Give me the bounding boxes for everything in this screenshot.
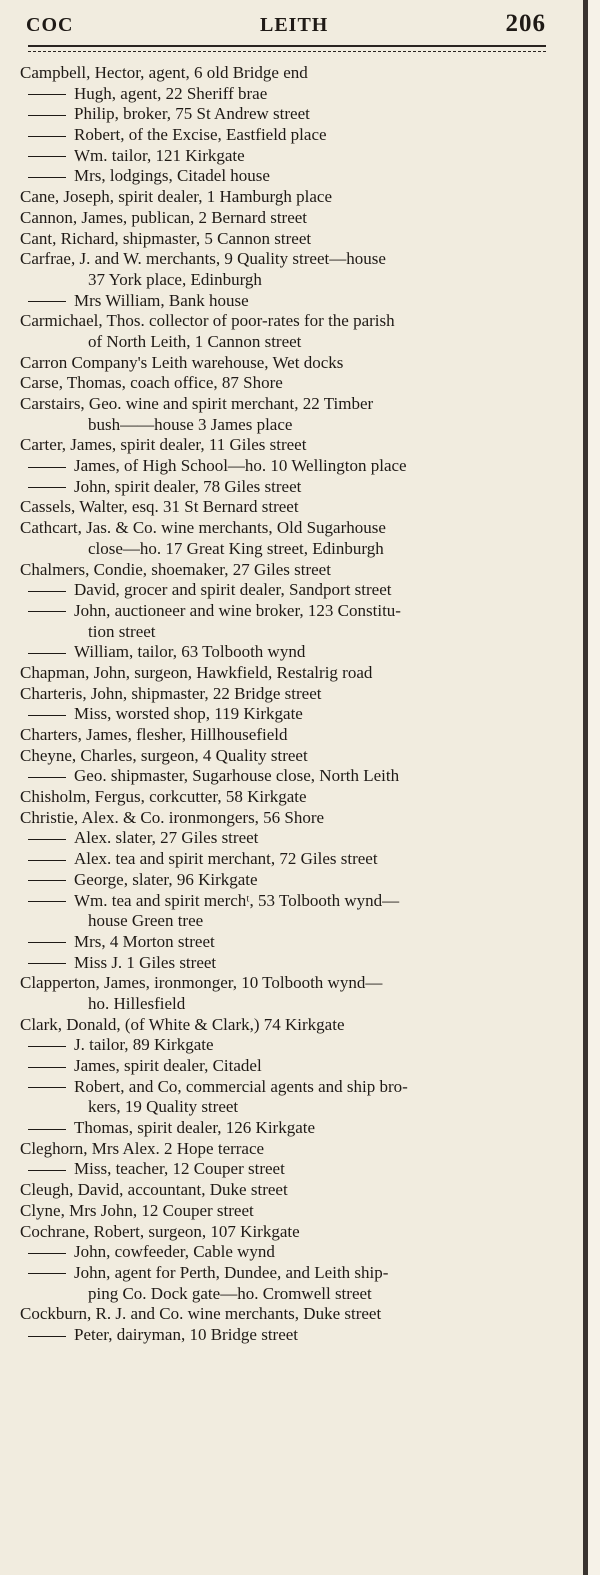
ditto-dash	[28, 839, 66, 840]
ditto-dash	[28, 1336, 66, 1337]
entry-text: Philip, broker, 75 St Andrew street	[74, 104, 310, 124]
ditto-dash	[28, 115, 66, 116]
entry-text: Cant, Richard, shipmaster, 5 Cannon street	[20, 228, 312, 248]
entry-text: Wm. tailor, 121 Kirkgate	[74, 145, 245, 165]
entry-text: Mrs, 4 Morton street	[74, 931, 215, 951]
directory-entry	[20, 1015, 548, 1036]
entry-text: Clyne, Mrs John, 12 Couper street	[20, 1200, 254, 1220]
ditto-dash	[28, 860, 66, 861]
directory-subentry	[20, 601, 548, 622]
entry-text: Chisholm, Fergus, corkcutter, 58 Kirkgate	[20, 787, 307, 807]
entry-text: 37 York place, Edinburgh	[88, 269, 262, 289]
directory-subentry	[20, 166, 548, 187]
directory-entry-continuation	[20, 270, 548, 291]
ditto-dash	[28, 880, 66, 881]
entry-text: Carter, James, spirit dealer, 11 Giles street	[20, 435, 307, 455]
entry-text: William, tailor, 63 Tolbooth wynd	[74, 642, 306, 662]
entry-text: house Green tree	[88, 911, 204, 931]
entry-text: Charters, James, flesher, Hillhousefield	[20, 725, 288, 744]
ditto-dash	[28, 1129, 66, 1130]
directory-subentry	[20, 953, 548, 974]
directory-entry	[20, 1304, 548, 1325]
directory-subentry	[20, 1056, 548, 1077]
entry-text: Cathcart, Jas. & Co. wine merchants, Old Sugarhouse	[20, 518, 386, 538]
directory-entry	[20, 684, 548, 705]
directory-entry-continuation	[20, 911, 548, 932]
directory-entry	[20, 973, 548, 994]
directory-entry	[20, 497, 548, 518]
directory-entry	[20, 746, 548, 767]
entry-text: George, slater, 96 Kirkgate	[74, 869, 258, 889]
ditto-dash	[28, 942, 66, 943]
directory-entry	[20, 208, 548, 229]
entry-text: Chalmers, Condie, shoemaker, 27 Giles street	[20, 559, 331, 579]
entry-text: Alex. tea and spirit merchant, 72 Giles street	[74, 849, 378, 869]
entry-text: Christie, Alex. & Co. ironmongers, 56 Shore	[20, 807, 325, 827]
directory-subentry	[20, 766, 548, 787]
ditto-dash	[28, 136, 66, 137]
directory-subentry	[20, 146, 548, 167]
ditto-dash	[28, 653, 66, 654]
entry-text: Carse, Thomas, coach office, 87 Shore	[20, 373, 283, 393]
entry-text: Miss J. 1 Giles street	[74, 952, 217, 972]
directory-entry	[20, 1201, 548, 1222]
entry-text: J. tailor, 89 Kirkgate	[74, 1035, 214, 1055]
entry-text: Thomas, spirit dealer, 126 Kirkgate	[74, 1118, 316, 1138]
ditto-dash	[28, 156, 66, 157]
entry-text: John, spirit dealer, 78 Giles street	[74, 476, 302, 496]
entry-text: ho. Hillesfield	[88, 993, 186, 1013]
directory-entry	[20, 560, 548, 581]
directory-subentry	[20, 932, 548, 953]
directory-entry	[20, 229, 548, 250]
entry-text: Wm. tea and spirit merchᵗ, 53 Tolbooth wynd—	[74, 890, 400, 910]
ditto-dash	[28, 1046, 66, 1047]
entry-text: Miss, worsted shop, 119 Kirkgate	[74, 704, 303, 724]
ditto-dash	[28, 963, 66, 964]
directory-entry	[20, 725, 548, 746]
ditto-dash	[28, 1067, 66, 1068]
directory-subentry	[20, 704, 548, 725]
entry-text: Carron Company's Leith warehouse, Wet docks	[20, 352, 344, 372]
ditto-dash	[28, 901, 66, 902]
entry-text: John, auctioneer and wine broker, 123 Constitu-	[74, 600, 401, 620]
entry-text: John, agent for Perth, Dundee, and Leith ship-	[74, 1262, 389, 1282]
directory-entry-continuation	[20, 332, 548, 353]
ditto-dash	[28, 1087, 66, 1088]
directory-subentry	[20, 849, 548, 870]
directory-subentry	[20, 125, 548, 146]
page-header	[26, 8, 546, 38]
directory-entry-continuation	[20, 1097, 548, 1118]
directory-subentry	[20, 870, 548, 891]
directory-entry	[20, 808, 548, 829]
entry-text: Chapman, John, surgeon, Hawkfield, Restalrig road	[20, 662, 373, 682]
entry-text: of North Leith, 1 Cannon street	[88, 331, 302, 351]
entry-text: Cassels, Walter, esq. 31 St Bernard street	[20, 497, 299, 517]
entry-text: Cochrane, Robert, surgeon, 107 Kirkgate	[20, 1221, 300, 1241]
directory-entry	[20, 663, 548, 684]
entry-text: Mrs, lodgings, Citadel house	[74, 166, 270, 186]
entry-text: Alex. slater, 27 Giles street	[74, 828, 259, 848]
directory-subentry	[20, 456, 548, 477]
directory-subentry	[20, 477, 548, 498]
entry-text: Cannon, James, publican, 2 Bernard street	[20, 207, 308, 227]
directory-subentry	[20, 84, 548, 105]
directory-entry	[20, 787, 548, 808]
entry-text: Hugh, agent, 22 Sheriff brae	[74, 83, 268, 103]
directory-subentry	[20, 1159, 548, 1180]
directory-entry	[20, 373, 548, 394]
directory-subentry	[20, 1077, 548, 1098]
entry-text: James, spirit dealer, Citadel	[74, 1056, 262, 1075]
entry-text: Carstairs, Geo. wine and spirit merchant, 22 Timber	[20, 394, 374, 413]
entry-text: Mrs William, Bank house	[74, 290, 249, 310]
header-rule	[28, 45, 546, 52]
directory-subentry	[20, 891, 548, 912]
directory-subentry	[20, 1263, 548, 1284]
directory-subentry	[20, 1118, 548, 1139]
entry-text: kers, 19 Quality street	[88, 1097, 239, 1117]
ditto-dash	[28, 467, 66, 468]
directory-entry-continuation	[20, 1284, 548, 1305]
entry-text: bush——house 3 James place	[88, 414, 293, 434]
entry-text: Geo. shipmaster, Sugarhouse close, North Leith	[74, 766, 400, 786]
directory-entry	[20, 1222, 548, 1243]
directory-entry	[20, 353, 548, 374]
entry-text: Clark, Donald, (of White & Clark,) 74 Kirkgate	[20, 1014, 345, 1034]
directory-entry	[20, 394, 548, 415]
directory-entry	[20, 1139, 548, 1160]
directory-entry-continuation	[20, 415, 548, 436]
directory-entry	[20, 249, 548, 270]
ditto-dash	[28, 94, 66, 95]
entry-text: Robert, and Co, commercial agents and ship bro-	[74, 1076, 408, 1096]
ditto-dash	[28, 301, 66, 302]
header-catchword: COC	[26, 14, 74, 36]
directory-entries	[20, 63, 548, 1346]
directory-subentry	[20, 291, 548, 312]
directory-entry	[20, 63, 548, 84]
entry-text: Cane, Joseph, spirit dealer, 1 Hamburgh place	[20, 187, 333, 207]
entry-text: tion street	[88, 621, 156, 641]
header-title: LEITH	[260, 14, 329, 36]
entry-text: Robert, of the Excise, Eastfield place	[74, 125, 327, 145]
ditto-dash	[28, 591, 66, 592]
directory-subentry	[20, 642, 548, 663]
entry-text: close—ho. 17 Great King street, Edinburgh	[88, 538, 384, 558]
ditto-dash	[28, 715, 66, 716]
ditto-dash	[28, 1273, 66, 1274]
directory-entry	[20, 518, 548, 539]
entry-text: James, of High School—ho. 10 Wellington place	[74, 456, 407, 476]
directory-subentry	[20, 104, 548, 125]
directory-entry	[20, 435, 548, 456]
entry-text: David, grocer and spirit dealer, Sandport street	[74, 580, 392, 600]
directory-entry-continuation	[20, 539, 548, 560]
directory-subentry	[20, 1035, 548, 1056]
directory-subentry	[20, 580, 548, 601]
directory-entry-continuation	[20, 622, 548, 643]
page-number: 206	[505, 10, 546, 37]
page-margin	[588, 0, 600, 1575]
directory-entry	[20, 311, 548, 332]
entry-text: Cheyne, Charles, surgeon, 4 Quality street	[20, 745, 308, 765]
entry-text: Cleugh, David, accountant, Duke street	[20, 1180, 288, 1200]
ditto-dash	[28, 177, 66, 178]
directory-subentry	[20, 1242, 548, 1263]
ditto-dash	[28, 777, 66, 778]
entry-text: Carmichael, Thos. collector of poor-rates for the parish	[20, 311, 395, 331]
directory-subentry	[20, 828, 548, 849]
directory-entry	[20, 187, 548, 208]
entry-text: Campbell, Hector, agent, 6 old Bridge end	[20, 63, 308, 82]
entry-text: John, cowfeeder, Cable wynd	[74, 1242, 275, 1262]
ditto-dash	[28, 1253, 66, 1254]
entry-text: Carfrae, J. and W. merchants, 9 Quality street—house	[20, 249, 386, 269]
entry-text: Clapperton, James, ironmonger, 10 Tolbooth wynd—	[20, 973, 383, 993]
entry-text: Cockburn, R. J. and Co. wine merchants, Duke street	[20, 1304, 382, 1324]
entry-text: Charteris, John, shipmaster, 22 Bridge street	[20, 683, 322, 703]
entry-text: Cleghorn, Mrs Alex. 2 Hope terrace	[20, 1138, 265, 1158]
directory-subentry	[20, 1325, 548, 1346]
entry-text: Peter, dairyman, 10 Bridge street	[74, 1324, 299, 1344]
directory-entry-continuation	[20, 994, 548, 1015]
directory-entry	[20, 1180, 548, 1201]
ditto-dash	[28, 611, 66, 612]
entry-text: Miss, teacher, 12 Couper street	[74, 1159, 285, 1179]
entry-text: ping Co. Dock gate—ho. Cromwell street	[88, 1283, 372, 1303]
ditto-dash	[28, 1170, 66, 1171]
ditto-dash	[28, 487, 66, 488]
